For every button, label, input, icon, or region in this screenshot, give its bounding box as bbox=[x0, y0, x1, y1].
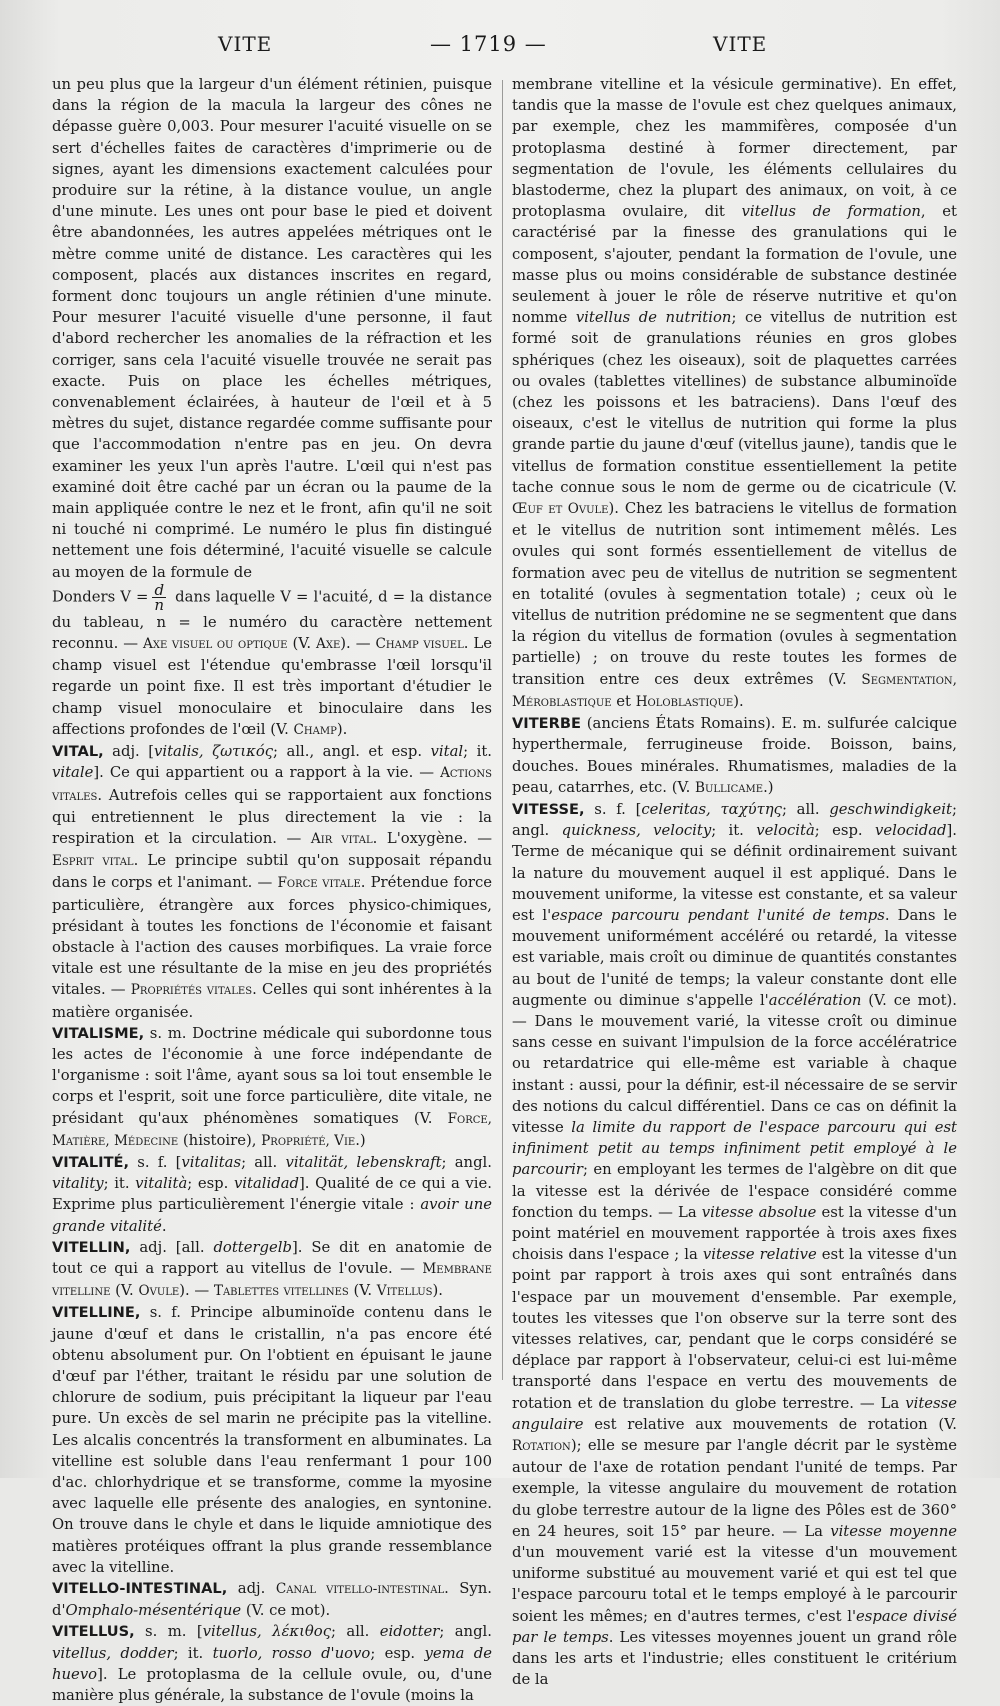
headword: VITELLUS, bbox=[52, 1623, 135, 1641]
entry-vitello-intestinal: VITELLO-INTESTINAL, adj. Canal vitello-intestinal. Syn. d'Omphalo-mésentérique (V. ce mot). bbox=[52, 1580, 492, 1620]
left-column bbox=[52, 74, 492, 1706]
headword: VITELLO-INTESTINAL, bbox=[52, 1580, 228, 1598]
entry-vitesse: VITESSE, s. f. [celeritas, ταχύτης; all. geschwindigkeit; angl. quickness, velocity; it. velocità; esp. velocidad]. Terme de mécanique qui se définit ordinairement suivant la nature du mouvement auquel il est appliqué. Dans le mouvement uniforme, la vitesse est constante, et sa valeur est l'espace parcouru pendant l'unité de temps. Dans le mouvement uniformément accéléré ou retardé, la vitesse est variable, mais croît ou diminue de quantités constantes au bout de l'unité de temps; la valeur constante dont elle augmente ou diminue s'appelle l'accélération (V. ce mot). — Dans le mouvement varié, la vitesse croît ou diminue sans cesse en suivant l'impulsion de la force accélératrice ou retardatrice qui elle-même est variable à chaque instant : aussi, pour la définir, est-il nécessaire de se servir des notions du calcul différentiel. Dans ce cas on définit la vitesse la limite du rapport de l'espace parcouru qui est infiniment petit au temps infiniment petit employé à le parcourir; en employant les termes de l'algèbre on dit que la vitesse est la dérivée de l'espace considéré comme fonction du temps. — La vitesse absolue est la vitesse d'un point matériel en mouvement rapportée à trois axes fixes choisis dans l'espace ; la vitesse relative est la vitesse d'un point par rapport à trois axes qui sont entraînés dans l'espace par un mouvement d'ensemble. Par exemple, toutes les vitesses que l'on observe sur la terre sont des vitesses relatives, car, pendant que le corps considéré se déplace par rapport à l'observateur, celui-ci est lui-même transporté dans l'espace en vertu des mouvements de rotation et de translation du globe terrestre. — La vitesse angulaire est relative aux mouvements de rotation (V. Rotation); elle se mesure par l'angle décrit par le système autour de l'axe de rotation pendant l'unité de temps. Par exemple, la vitesse angulaire du mouvement de rotation du globe terrestre autour de la ligne des Pôles est de 360° en 24 heures, soit 15° par heure. — La vitesse moyenne d'un mouvement varié est la vitesse d'un mouvement uniforme substitué au mouvement varié et qui est tel que l'espace parcouru total et le temps employé à le parcourir soient les mêmes; en d'autres termes, c'est l'espace divisé par le temps. Les vitesses moyennes jouent un grand rôle dans les arts et l'industrie; elles constituent le critérium de la bbox=[512, 800, 957, 1689]
header-left-word: VITE bbox=[218, 32, 273, 56]
headword: VITESSE, bbox=[512, 800, 585, 818]
headword: VITERBE bbox=[512, 715, 581, 733]
headword: VITALISME, bbox=[52, 1024, 145, 1042]
page-header bbox=[0, 28, 1000, 68]
page-number: — 1719 — bbox=[430, 32, 547, 56]
formula-fraction: $\frac{d}{n}$ bbox=[154, 580, 165, 614]
entry-vitalite: VITALITÉ, s. f. [vitalitas; all. vitalität, lebenskraft; angl. vitality; it. vitalità; esp. vitalidad]. Qualité de ce qui a vie. Exprime plus particulièrement l'énergie vitale : avoir une grande vitalité. bbox=[52, 1153, 492, 1235]
header-right-word: VITE bbox=[713, 32, 768, 56]
entry-continuation: un peu plus que la largeur d'un élément rétinien, puisque dans la région de la macula la largeur des cônes ne dépasse guère 0,003. Pour mesurer l'acuité visuelle on se sert d'échelles faites de caractères d'imprimerie ou de signes, ayant les dimensions exactement calculées pour produire sur la rétine, à la distance voulue, un angle d'une minute. Les unes ont pour base le pied et doivent être abandonnées, les autres appelées métriques ont le mètre comme unité de distance. Les caractères qui les composent, placés aux distances inscrites en regard, forment donc toujours un angle rétinien d'une minute. Pour mesurer l'acuité visuelle d'une personne, il faut d'abord rechercher les anomalies de la réfraction et les corriger, sans cela l'acuité visuelle trouvée ne serait pas exacte. Puis on place les échelles métriques, convenablement éclairées, à hauteur de l'œil et à 5 mètres du sujet, distance regardée comme suffisante pour que l'accommodation n'entre pas en jeu. On devra examiner les yeux l'un après l'autre. L'œil qui n'est pas examiné doit être caché par un écran ou la paume de la main appliquée contre le nez et le front, afin qu'il ne soit ni touché ni comprimé. Le numéro le plus fin distingué nettement une fois déterminé, l'acuité visuelle se calcule au moyen de la formule de bbox=[52, 76, 492, 581]
headword: VITELLIN, bbox=[52, 1238, 131, 1256]
right-column bbox=[512, 74, 957, 1690]
entry-vitellus-continuation: membrane vitelline et la vésicule germinative). En effet, tandis que la masse de l'ovule est chez quelques animaux, par exemple, chez les mammifères, composée d'un protoplasma destiné à former directement, par segmentation de l'ovule, les éléments cellulaires du blastoderme, chez la plupart des animaux, on voit, à ce protoplasma ovulaire, dit vitellus de formation, et caractérisé par la finesse des granulations qui le composent, s'ajouter, pendant la formation de l'ovule, une masse plus ou moins considérable de substance destinée seulement à jouer le rôle de réserve nutritive et qu'on nomme vitellus de nutrition; ce vitellus de nutrition est formé soit de granulations réunies en gros globes sphériques (chez les oiseaux), soit de plaquettes carrées ou ovales (tablettes vitellines) de substance albuminoïde (chez les poissons et les batraciens). Dans l'œuf des oiseaux, c'est le vitellus de nutrition qui forme la plus grande partie du jaune d'œuf (vitellus jaune), tandis que le vitellus de formation constitue essentiellement la petite tache connue sous le nom de germe ou de cicatricule (V. Œuf et Ovule). Chez les batraciens le vitellus de formation et le vitellus de nutrition sont intimement mêlés. Les ovules qui sont formés essentiellement de vitellus de formation avec peu de vitellus de nutrition se segmentent en totalité (ovules à segmentation totale) ; ceux où le vitellus de nutrition prédomine ne se segmentent que dans la région du vitellus de formation (ovules à segmentation partielle) ; on trouve du reste toutes les formes de transition entre ces deux extrêmes (V. Segmentation, Méroblastique et Holoblastique). bbox=[512, 76, 958, 710]
headword: VITALITÉ, bbox=[52, 1153, 130, 1171]
entry-viterbe: VITERBE (anciens États Romains). E. m. sulfurée calcique hyperthermale, ferrugineuse froide. Boisson, bains, douches. Boues minérales. Rhumatismes, maladies de la peau, catarrhes, etc. (V. Bullicame.) bbox=[512, 715, 957, 796]
entry-vitellus: VITELLUS, s. m. [vitellus, λέκιθος; all. eidotter; angl. vitellus, dodder; it. tuorlo, rosso d'uovo; esp. yema de huevo]. Le protoplasma de la cellule ovule, ou, d'une manière plus générale, la substance de l'ovule (moins la bbox=[52, 1623, 492, 1705]
headword: VITAL, bbox=[52, 743, 104, 761]
headword: VITELLINE, bbox=[52, 1304, 141, 1322]
entry-vital: VITAL, adj. [vitalis, ζωτικός; all., angl. et esp. vital; it. vitale]. Ce qui appartient ou a rapport à la vie. — Actions vitales. Autrefois celles qui se rapportaient aux fonctions qui entretiennent le plus directement la vie : la respiration et la circulation. — Air vital. L'oxygène. — Esprit vital. Le principe subtil qu'on supposait répandu dans le corps et l'animant. — Force vitale. Prétendue force particulière, étrangère aux forces physico-chimiques, présidant à toutes les fonctions de l'économie et faisant obstacle à l'action des causes morbifiques. La vraie force vitale est une résultante de la mise en jeu des propriétés vitales. — Propriétés vitales. Celles qui sont inhérentes à la matière organisée. bbox=[52, 743, 492, 1021]
column-divider bbox=[502, 80, 503, 1380]
entry-vitellin: VITELLIN, adj. [all. dottergelb]. Se dit en anatomie de tout ce qui a rapport au vitellus de l'ovule. — Membrane vitelline (V. Ovule). — Tablettes vitellines (V. Vitellus). bbox=[52, 1238, 492, 1300]
donders-formula-paragraph: Donders V = $\frac{d}{n}$ dans laquelle V = l'acuité, d = la distance du tableau, n = le numéro du caractère nettement reconnu. — Axe visuel ou optique (V. Axe). — Champ visuel. Le champ visuel est l'étendue qu'embrasse l'œil lorsqu'il regarde un point fixe. Il est très important d'étudier le champ visuel monoculaire et binoculaire dans les affections profondes de l'œil (V. Champ). bbox=[52, 580, 492, 738]
entry-vitalisme: VITALISME, s. m. Doctrine médicale qui subordonne tous les actes de l'économie à une force indépendante de l'organisme : soit l'âme, ayant sous sa loi tout ensemble le corps et l'esprit, soit une force particulière, dite vitale, ne présidant qu'aux phénomènes somatiques (V. Force, Matière, Médecine (histoire), Propriété, Vie.) bbox=[52, 1024, 492, 1149]
entry-vitelline: VITELLINE, s. f. Principe albuminoïde contenu dans le jaune d'œuf et dans le cristallin, n'a pas encore été obtenu absolument pur. On l'obtient en épuisant le jaune d'œuf par l'éther, traitant le résidu par une solution de chlorure de sodium, puis précipitant la liqueur par l'eau pure. Un excès de sel marin ne précipite pas la vitelline. Les alcalis concentrés la transforment en albuminates. La vitelline est soluble dans l'eau renfermant 1 pour 100 d'ac. chlorhydrique et se transforme, comme la myosine avec laquelle elle présente des analogies, en syntonine. On trouve dans le chyle et dans le liquide amniotique des matières protéiques offrant la plus grande ressemblance avec la vitelline. bbox=[52, 1304, 492, 1576]
